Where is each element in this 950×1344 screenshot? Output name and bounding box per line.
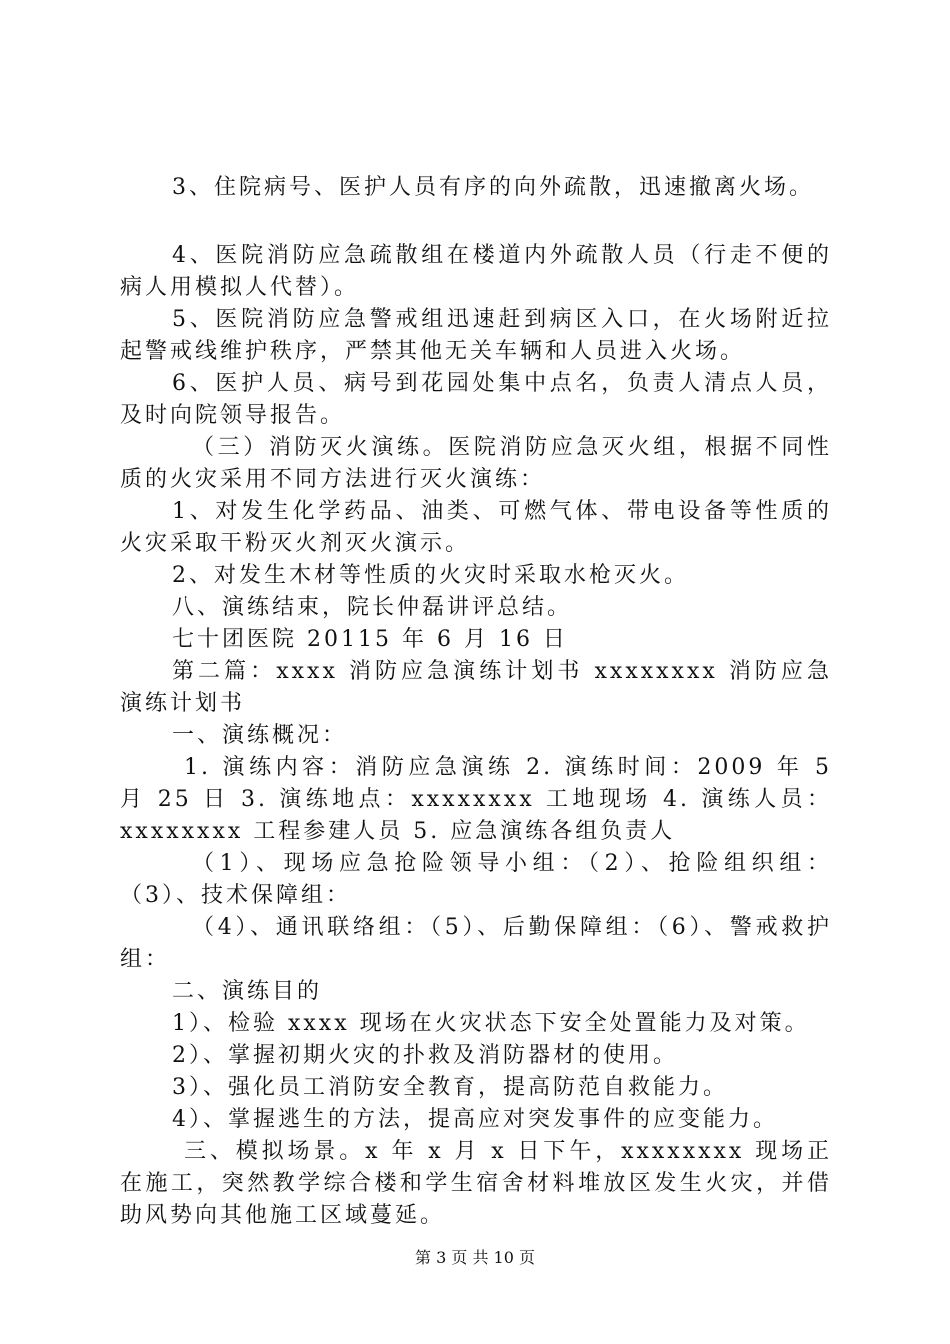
paragraph-roll-call: 6、医护人员、病号到花园处集中点名，负责人清点人员，及时向院领导报告。	[120, 371, 832, 428]
paragraph-purpose-1: 1）、检验 xxxx 现场在火灾状态下安全处置能力及对策。	[172, 1011, 810, 1036]
paragraph-drill-end: 八、演练结束，院长仲磊讲评总结。	[172, 595, 573, 620]
section-heading-overview: 一、演练概况：	[172, 723, 348, 748]
paragraph-purpose-3: 3）、强化员工消防安全教育，提高防范自救能力。	[172, 1075, 728, 1100]
paragraph-dry-powder: 1、对发生化学药品、油类、可燃气体、带电设备等性质的火灾采取干粉灭火剂灭火演示。	[120, 499, 832, 556]
paragraph-purpose-4: 4）、掌握逃生的方法，提高应对突发事件的应变能力。	[172, 1107, 778, 1132]
paragraph-evacuate-patients: 3、住院病号、医护人员有序的向外疏散，迅速撤离火场。	[172, 175, 814, 200]
page-footer: 第 3 页 共 10 页	[415, 1248, 535, 1267]
paragraph-scenario: 三、模拟场景。x 年 x 月 x 日下午，xxxxxxxx 现场正在施工，突然教学综合楼和学生宿舍材料堆放区发生火灾，并借助风势向其他施工区域蔓延。	[120, 1139, 832, 1228]
document-body	[120, 172, 832, 1232]
paragraph-firefighting-drill: （三）消防灭火演练。医院消防应急灭火组，根据不同性质的火灾采用不同方法进行灭火演练：	[120, 435, 832, 492]
paragraph-overview-details: 1. 演练内容：消防应急演练 2. 演练时间：2009 年 5 月 25 日 3. 演练地点：xxxxxxxx 工地现场 4. 演练人员：xxxxxxxx 工程参建人员 5. 应急演练各组负责人	[120, 755, 832, 844]
paragraph-groups-1: （1）、现场应急抢险领导小组：（2）、抢险组织组：（3）、技术保障组：	[120, 851, 832, 908]
paragraph-evacuation-group: 4、医院消防应急疏散组在楼道内外疏散人员（行走不便的病人用模拟人代替）。	[120, 243, 832, 300]
paragraph-purpose-2: 2）、掌握初期火灾的扑救及消防器材的使用。	[172, 1043, 678, 1068]
paragraph-second-part-title: 第二篇：xxxx 消防应急演练计划书 xxxxxxxx 消防应急演练计划书	[120, 659, 832, 716]
paragraph-alert-group: 5、医院消防应急警戒组迅速赶到病区入口，在火场附近拉起警戒线维护秩序，严禁其他无关车辆和人员进入火场。	[120, 307, 832, 364]
section-heading-purpose: 二、演练目的	[172, 979, 323, 1004]
paragraph-signature-date: 七十团医院 20115 年 6 月 16 日	[172, 627, 568, 652]
paragraph-water-gun: 2、对发生木材等性质的火灾时采取水枪灭火。	[172, 563, 689, 588]
paragraph-groups-2: （4）、通讯联络组：（5）、后勤保障组：（6）、警戒救护组：	[120, 915, 832, 972]
